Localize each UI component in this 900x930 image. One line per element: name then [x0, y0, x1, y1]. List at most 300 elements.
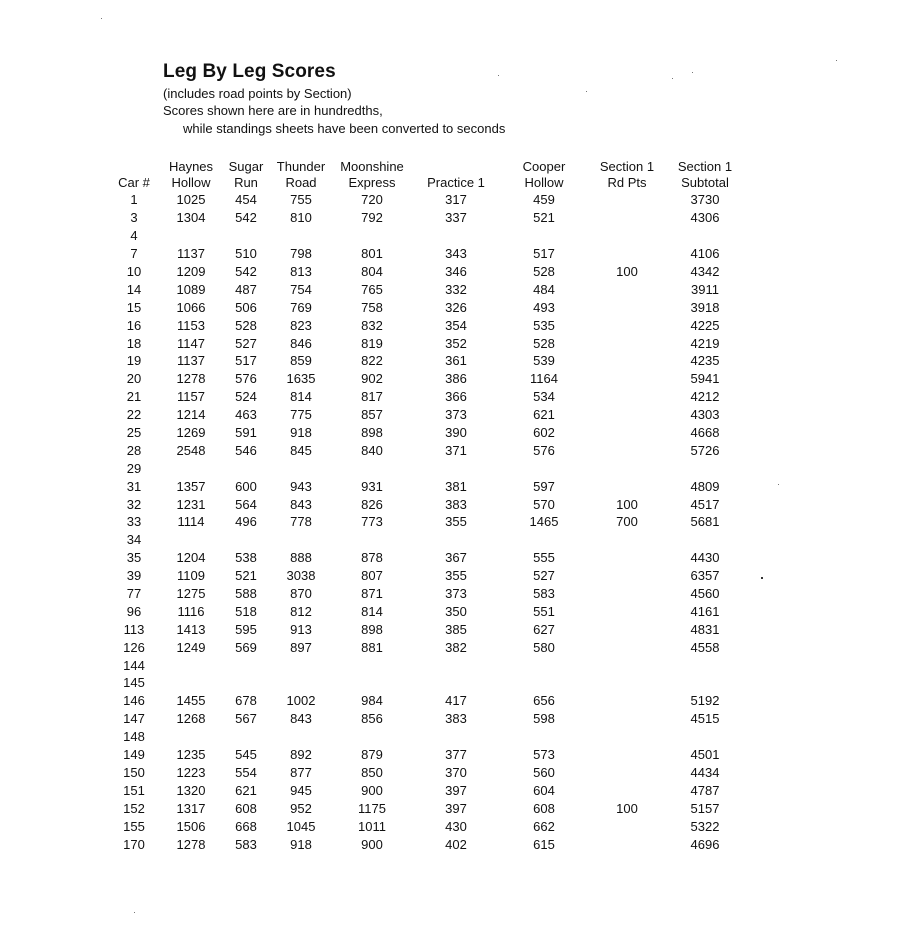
score-cell: 1231 [176, 496, 206, 512]
score-cell [270, 459, 332, 477]
score-cell: 1455 [176, 693, 206, 709]
score-cell: 493 [533, 299, 555, 315]
score-cell: 817 [361, 389, 383, 405]
table-row [108, 263, 744, 281]
score-cell: 918 [290, 425, 312, 441]
score-cell: 390 [445, 425, 467, 441]
score-cell [160, 459, 222, 477]
score-cell: 5726 [690, 442, 720, 458]
table-row [108, 495, 744, 513]
score-cell: 4501 [690, 747, 720, 763]
score-cell: 545 [235, 747, 257, 763]
score-cell: 1506 [176, 818, 206, 834]
score-cell: 840 [361, 442, 383, 458]
car-number-cell: 144 [123, 657, 145, 673]
score-cell: 383 [445, 496, 467, 512]
score-cell: 814 [361, 603, 383, 619]
score-cell [222, 728, 270, 746]
score-cell: 769 [290, 299, 312, 315]
score-cell: 812 [290, 603, 312, 619]
table-row [108, 531, 744, 549]
car-number-cell: 148 [123, 729, 145, 745]
score-cell [588, 459, 666, 477]
score-cell: 778 [290, 514, 312, 530]
score-cell: 1109 [177, 568, 205, 584]
score-cell: 857 [361, 407, 383, 423]
score-cell [666, 656, 744, 674]
score-cell: 4668 [690, 425, 720, 441]
score-cell: 755 [290, 192, 312, 208]
score-cell: 892 [290, 747, 312, 763]
score-cell: 1204 [176, 550, 206, 566]
table-row [108, 352, 744, 370]
car-number-cell: 22 [126, 407, 142, 423]
score-cell: 598 [533, 711, 555, 727]
score-cell: 801 [361, 246, 383, 262]
score-cell: 588 [235, 586, 257, 602]
score-cell: 1320 [176, 782, 206, 798]
score-cell [666, 531, 744, 549]
car-number-cell: 29 [126, 460, 142, 476]
score-cell: 5157 [690, 800, 720, 816]
score-cell [588, 692, 666, 710]
score-cell: 484 [533, 281, 555, 297]
score-cell: 355 [445, 514, 467, 530]
subtitle-note-hundredths: Scores shown here are in hundredths, [163, 103, 383, 118]
score-cell: 1269 [176, 425, 206, 441]
table-body [108, 191, 744, 853]
table-row [108, 764, 744, 782]
score-cell: 1137 [177, 353, 205, 369]
score-cell: 496 [235, 514, 257, 530]
score-cell: 370 [445, 764, 467, 780]
score-cell: 1278 [176, 836, 206, 852]
score-cell: 1278 [176, 371, 206, 387]
score-cell: 355 [445, 568, 467, 584]
score-cell [160, 728, 222, 746]
car-number-cell: 151 [123, 782, 145, 798]
scan-speck [498, 75, 499, 76]
score-cell: 1153 [177, 317, 205, 333]
score-cell: 366 [445, 389, 467, 405]
table-row [108, 620, 744, 638]
score-cell: 798 [290, 246, 312, 262]
car-number-cell: 34 [126, 532, 142, 548]
score-cell: 843 [290, 711, 312, 727]
score-cell: 668 [235, 818, 257, 834]
score-cell: 1157 [177, 389, 205, 405]
score-cell: 367 [445, 550, 467, 566]
column-header: Cooper Hollow [522, 159, 566, 190]
score-cell: 4342 [690, 264, 720, 279]
score-cell: 521 [235, 568, 257, 584]
score-cell: 1209 [176, 264, 206, 279]
car-number-cell: 18 [126, 335, 142, 351]
score-cell [588, 441, 666, 459]
score-cell [500, 531, 588, 549]
score-cell: 5322 [690, 818, 720, 834]
car-number-cell: 10 [126, 264, 142, 279]
score-cell [160, 531, 222, 549]
score-cell: 4430 [690, 550, 720, 566]
car-number-cell: 150 [123, 764, 145, 780]
score-cell [588, 227, 666, 245]
score-cell [666, 728, 744, 746]
score-cell [588, 352, 666, 370]
scan-speck [101, 18, 102, 19]
table-row [108, 245, 744, 263]
score-cell: 402 [445, 836, 467, 852]
score-cell [588, 746, 666, 764]
column-header: Practice 1 [427, 175, 485, 190]
score-cell: 430 [445, 818, 467, 834]
table-row [108, 549, 744, 567]
score-cell: 6357 [690, 568, 720, 584]
scores-table [108, 156, 744, 853]
scan-speck [761, 577, 763, 579]
score-cell [412, 728, 500, 746]
score-cell [588, 298, 666, 316]
table-row [108, 459, 744, 477]
table-row [108, 710, 744, 728]
score-cell [222, 459, 270, 477]
score-cell: 373 [445, 407, 467, 423]
score-cell: 346 [445, 264, 467, 279]
score-cell: 604 [533, 782, 555, 798]
score-cell: 879 [361, 747, 383, 763]
score-cell [588, 280, 666, 298]
score-cell: 4212 [690, 389, 720, 405]
score-cell: 804 [361, 264, 383, 279]
score-cell [270, 531, 332, 549]
table-row [108, 513, 744, 531]
score-cell: 510 [235, 246, 257, 262]
score-cell: 1214 [176, 407, 206, 423]
score-cell: 397 [445, 782, 467, 798]
scan-speck [778, 484, 779, 485]
score-cell: 754 [290, 281, 312, 297]
score-cell: 843 [290, 496, 312, 512]
score-cell: 888 [290, 550, 312, 566]
score-cell: 564 [235, 496, 257, 512]
score-cell: 560 [533, 764, 555, 780]
car-number-cell: 1 [130, 192, 138, 208]
score-cell [588, 656, 666, 674]
table-row [108, 638, 744, 656]
score-cell: 700 [616, 514, 638, 530]
table-row [108, 567, 744, 585]
score-cell: 3038 [286, 568, 316, 584]
score-cell: 1175 [358, 800, 386, 816]
score-cell: 100 [616, 496, 638, 512]
table-row [108, 424, 744, 442]
score-cell: 382 [445, 639, 467, 655]
score-cell: 417 [445, 693, 467, 709]
score-cell: 381 [445, 478, 467, 494]
score-cell: 4560 [690, 586, 720, 602]
table-row [108, 370, 744, 388]
score-cell [500, 227, 588, 245]
scan-speck [692, 72, 693, 73]
car-number-cell: 146 [123, 693, 145, 709]
car-number-cell: 126 [123, 639, 145, 655]
score-cell [588, 602, 666, 620]
score-cell [412, 674, 500, 692]
score-cell: 621 [533, 407, 555, 423]
table-header-row [108, 156, 744, 191]
score-cell: 352 [445, 335, 467, 351]
score-cell: 5681 [690, 514, 720, 530]
score-cell: 554 [235, 764, 257, 780]
score-cell: 534 [533, 389, 555, 405]
score-cell: 4515 [690, 711, 720, 727]
table-row [108, 191, 744, 209]
car-number-cell: 155 [123, 818, 145, 834]
score-cell: 573 [533, 747, 555, 763]
score-cell: 538 [235, 550, 257, 566]
score-cell [222, 656, 270, 674]
score-cell: 1011 [358, 818, 386, 834]
score-cell: 1317 [176, 800, 206, 816]
score-cell: 551 [533, 603, 555, 619]
score-cell [666, 674, 744, 692]
table-row [108, 388, 744, 406]
score-cell: 542 [235, 210, 257, 226]
score-cell: 506 [235, 299, 257, 315]
score-cell [412, 531, 500, 549]
score-cell [666, 459, 744, 477]
score-cell: 4809 [690, 478, 720, 494]
score-cell: 792 [361, 210, 383, 226]
column-header: Section 1 Rd Pts [599, 159, 655, 190]
score-cell [588, 638, 666, 656]
car-number-cell: 149 [123, 747, 145, 763]
score-cell: 2548 [176, 442, 206, 458]
score-cell: 918 [290, 836, 312, 852]
score-cell: 4831 [690, 621, 720, 637]
score-cell: 758 [361, 299, 383, 315]
score-cell: 521 [533, 210, 555, 226]
car-number-cell: 145 [123, 675, 145, 691]
score-cell: 354 [445, 317, 467, 333]
score-cell: 1002 [286, 693, 316, 709]
score-cell: 819 [361, 335, 383, 351]
score-cell: 902 [361, 371, 383, 387]
score-cell [412, 656, 500, 674]
score-cell [332, 656, 412, 674]
score-cell [588, 477, 666, 495]
car-number-cell: 77 [126, 586, 142, 602]
score-cell: 1357 [176, 478, 206, 494]
score-cell: 4106 [690, 246, 720, 262]
score-cell: 459 [533, 192, 555, 208]
score-cell: 580 [533, 639, 555, 655]
score-cell [588, 549, 666, 567]
car-number-cell: 19 [126, 353, 142, 369]
score-cell: 555 [533, 550, 555, 566]
score-cell: 1137 [177, 246, 205, 262]
car-number-cell: 4 [130, 228, 138, 244]
table-row [108, 209, 744, 227]
score-cell: 870 [290, 586, 312, 602]
score-cell: 621 [235, 782, 257, 798]
table-row [108, 692, 744, 710]
score-cell [588, 710, 666, 728]
car-number-cell: 39 [126, 568, 142, 584]
score-cell: 900 [361, 782, 383, 798]
score-cell: 4696 [690, 836, 720, 852]
score-cell [332, 674, 412, 692]
table-row [108, 746, 744, 764]
score-cell: 517 [235, 353, 257, 369]
score-cell: 822 [361, 353, 383, 369]
score-cell: 524 [235, 389, 257, 405]
score-cell: 943 [290, 478, 312, 494]
table-row [108, 477, 744, 495]
score-cell: 877 [290, 764, 312, 780]
table-row [108, 817, 744, 835]
score-cell: 765 [361, 281, 383, 297]
car-number-cell: 3 [130, 210, 138, 226]
score-cell [588, 388, 666, 406]
table-row [108, 656, 744, 674]
score-cell: 602 [533, 425, 555, 441]
column-header: Thunder Road [276, 159, 326, 190]
score-cell: 1413 [176, 621, 206, 637]
score-cell [222, 531, 270, 549]
score-cell: 814 [290, 389, 312, 405]
score-cell: 898 [361, 621, 383, 637]
score-cell: 518 [235, 603, 257, 619]
score-cell: 583 [235, 836, 257, 852]
score-cell [270, 728, 332, 746]
score-cell: 463 [235, 407, 257, 423]
score-cell: 856 [361, 711, 383, 727]
score-cell: 3911 [691, 281, 719, 297]
score-cell [588, 835, 666, 853]
score-cell: 5941 [690, 371, 720, 387]
score-cell: 656 [533, 693, 555, 709]
score-cell: 878 [361, 550, 383, 566]
score-cell: 542 [235, 264, 257, 279]
table-row [108, 674, 744, 692]
score-cell [588, 406, 666, 424]
score-cell [588, 370, 666, 388]
scan-speck [586, 91, 587, 92]
score-cell: 377 [445, 747, 467, 763]
score-cell: 608 [235, 800, 257, 816]
score-cell: 597 [533, 478, 555, 494]
score-cell [588, 728, 666, 746]
score-cell [588, 567, 666, 585]
column-header: Haynes Hollow [168, 159, 214, 190]
score-cell [222, 227, 270, 245]
score-cell [588, 245, 666, 263]
table-row [108, 406, 744, 424]
score-cell [588, 674, 666, 692]
score-cell: 397 [445, 800, 467, 816]
scan-speck [672, 78, 673, 79]
score-cell [588, 334, 666, 352]
score-cell: 5192 [690, 693, 720, 709]
score-cell: 900 [361, 836, 383, 852]
car-number-cell: 15 [126, 299, 142, 315]
score-cell: 1066 [176, 299, 206, 315]
score-cell: 1249 [176, 639, 206, 655]
table-row [108, 334, 744, 352]
score-cell: 4306 [690, 210, 720, 226]
score-cell: 528 [533, 264, 555, 279]
score-cell: 1164 [530, 371, 558, 387]
column-header: Section 1 Subtotal [677, 159, 733, 190]
table-row [108, 280, 744, 298]
score-cell: 608 [533, 800, 555, 816]
score-cell: 913 [290, 621, 312, 637]
score-cell: 1089 [176, 281, 206, 297]
score-cell: 528 [533, 335, 555, 351]
score-cell [270, 656, 332, 674]
score-cell: 1147 [177, 335, 205, 351]
car-number-cell: 21 [126, 389, 142, 405]
score-cell: 1235 [176, 747, 206, 763]
score-cell: 845 [290, 442, 312, 458]
car-number-cell: 14 [126, 281, 142, 297]
score-cell: 569 [235, 639, 257, 655]
score-cell: 773 [361, 514, 383, 530]
score-cell: 859 [290, 353, 312, 369]
score-cell: 931 [361, 478, 383, 494]
column-header: Sugar Run [228, 159, 264, 190]
score-cell: 100 [616, 800, 638, 816]
score-cell [160, 674, 222, 692]
car-number-cell: 31 [126, 478, 142, 494]
score-cell: 850 [361, 764, 383, 780]
score-cell [588, 209, 666, 227]
table-row [108, 728, 744, 746]
score-cell: 576 [235, 371, 257, 387]
score-cell: 832 [361, 317, 383, 333]
car-number-cell: 25 [126, 425, 142, 441]
score-cell: 898 [361, 425, 383, 441]
scan-speck [836, 60, 837, 61]
table-row [108, 781, 744, 799]
table-row [108, 602, 744, 620]
score-cell: 1116 [177, 603, 205, 619]
score-cell [588, 424, 666, 442]
car-number-cell: 7 [130, 246, 138, 262]
score-cell [500, 728, 588, 746]
score-cell: 846 [290, 335, 312, 351]
table-row [108, 441, 744, 459]
score-cell [588, 316, 666, 334]
score-cell [588, 191, 666, 209]
score-cell: 454 [235, 192, 257, 208]
score-cell: 984 [361, 693, 383, 709]
car-number-cell: 20 [126, 371, 142, 387]
score-cell: 373 [445, 586, 467, 602]
score-cell: 4517 [690, 496, 720, 512]
score-cell: 350 [445, 603, 467, 619]
score-cell: 775 [290, 407, 312, 423]
score-cell: 813 [290, 264, 312, 279]
table-row [108, 298, 744, 316]
score-cell: 361 [445, 353, 467, 369]
score-cell: 3730 [690, 192, 720, 208]
score-cell [666, 227, 744, 245]
car-number-cell: 113 [123, 621, 145, 637]
score-cell: 567 [235, 711, 257, 727]
score-cell: 528 [235, 317, 257, 333]
